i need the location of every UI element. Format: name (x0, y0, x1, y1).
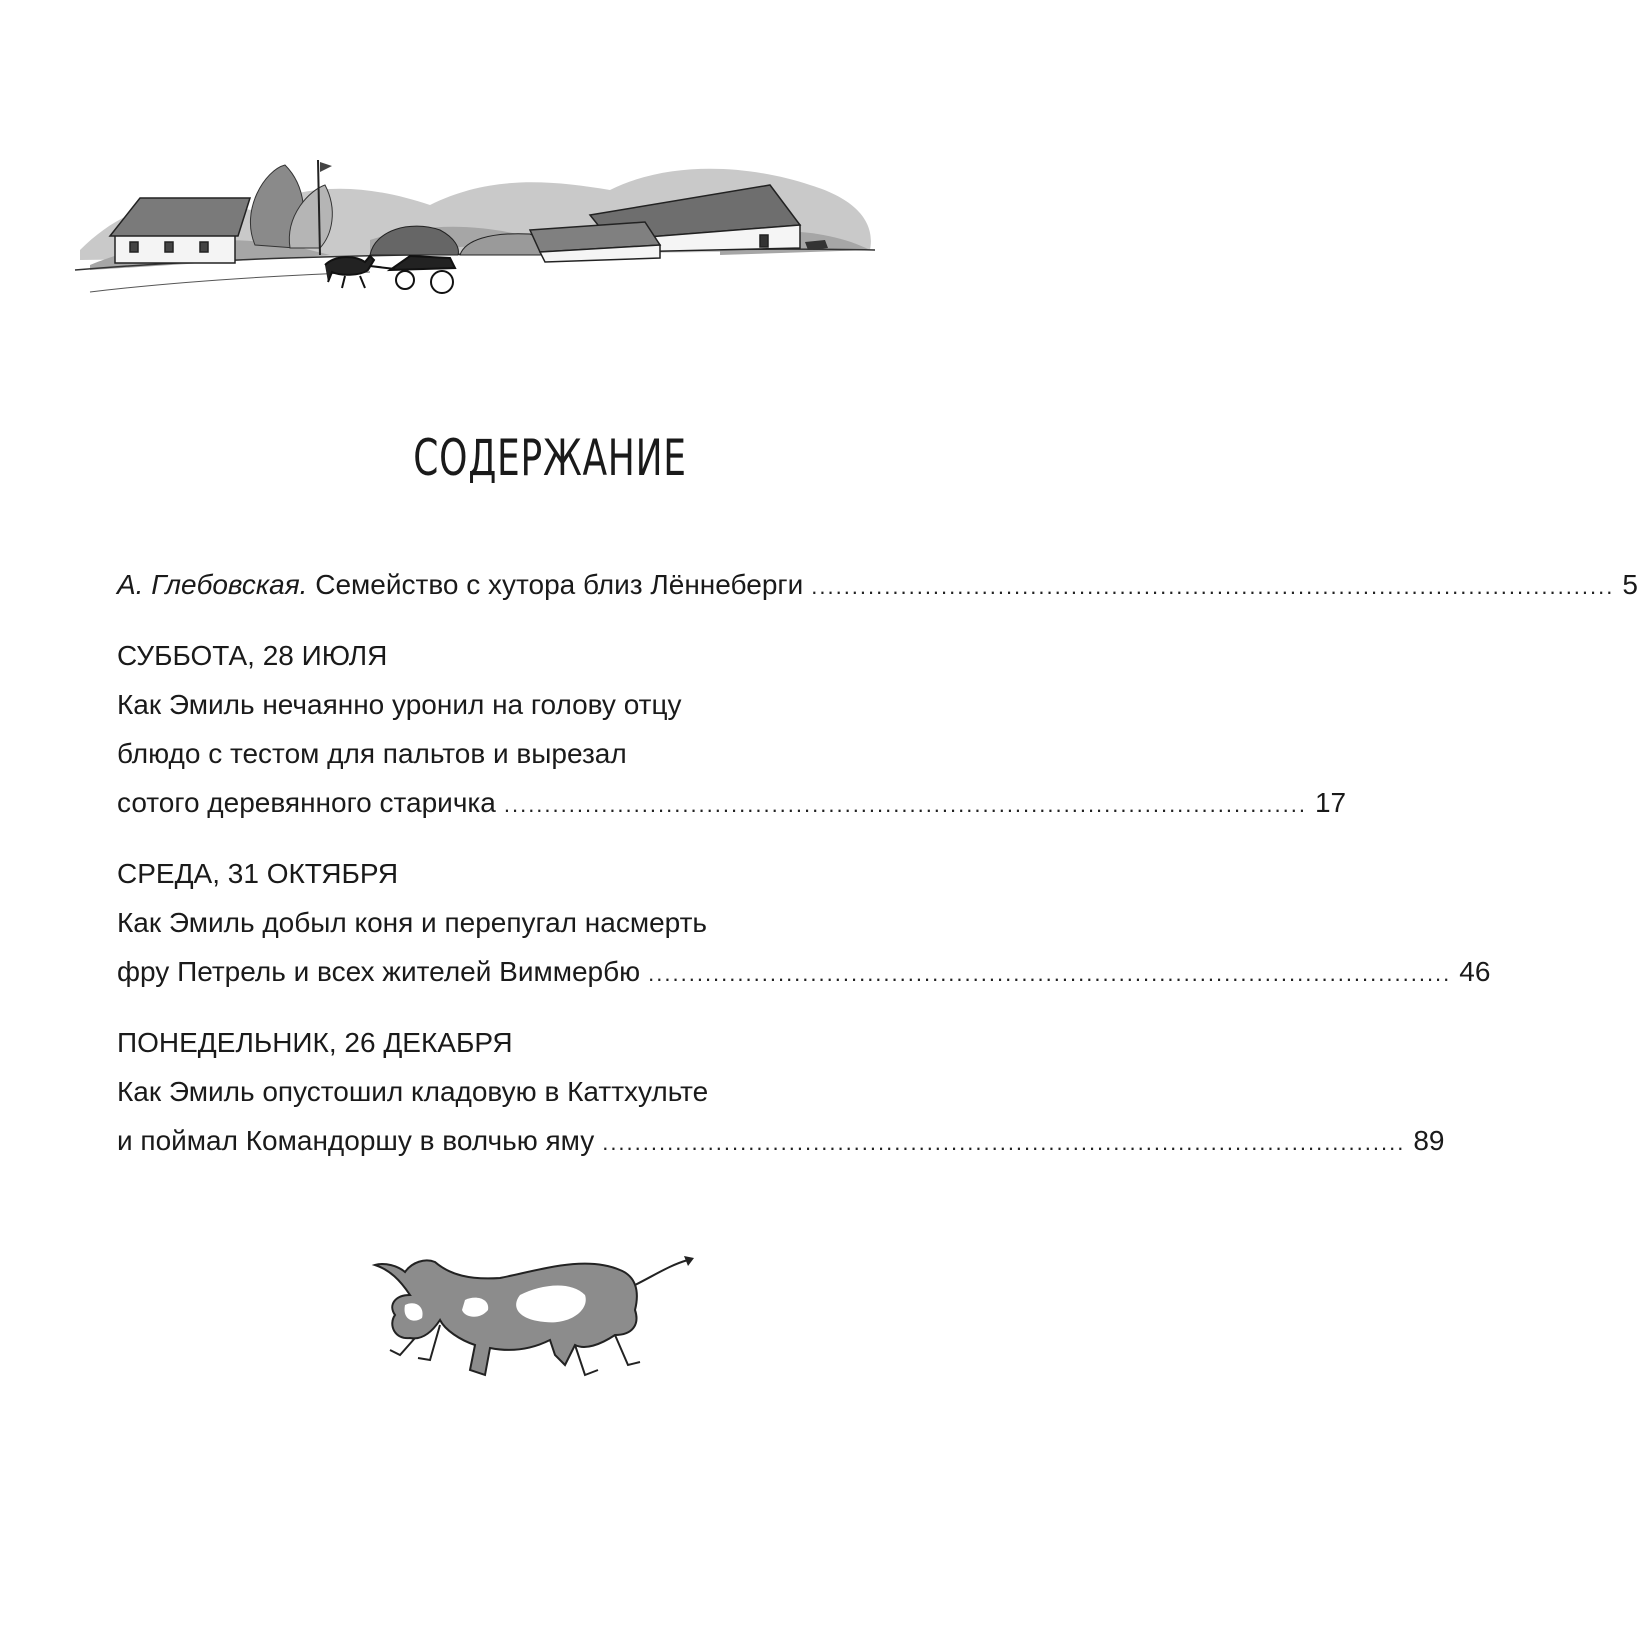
entry-line: блюдо с тестом для пальтов и вырезал (117, 738, 627, 769)
dot-leader: ................................................................................................... (602, 1130, 1406, 1155)
entry-line: Как Эмиль опустошил кладовую в Каттхульте (117, 1076, 709, 1107)
entry-last-line (117, 1116, 1445, 1165)
entry-line: Как Эмиль нечаянно уронил на голову отцу (117, 689, 682, 720)
dot-leader: ................................................................................................... (811, 574, 1615, 599)
entry-line: Как Эмиль добыл коня и перепугал насмерть (117, 907, 708, 938)
intro-title: Семейство с хутора близ Лённеберги (315, 569, 804, 600)
intro-author: А. Глебовская. (117, 569, 308, 600)
page-number: 5 (1622, 569, 1638, 600)
page-number: 17 (1314, 787, 1347, 818)
toc-intro-entry[interactable] (117, 560, 1638, 609)
toc-section[interactable] (117, 631, 1347, 827)
entry-last-line (117, 947, 1491, 996)
entry-line: сотого деревянного старичка (117, 787, 496, 818)
section-heading: СРЕДА, 31 ОКТЯБРЯ (117, 858, 399, 889)
farm-landscape-illustration (70, 130, 880, 330)
page-number: 46 (1459, 956, 1491, 987)
dot-leader: ................................................................................................... (648, 961, 1452, 986)
entry-line: и поймал Командоршу в волчью яму (117, 1125, 595, 1156)
table-of-contents (117, 560, 1638, 1165)
section-heading: ПОНЕДЕЛЬНИК, 26 ДЕКАБРЯ (117, 1027, 513, 1058)
toc-section[interactable] (117, 1018, 1445, 1165)
entry-last-line (117, 778, 1347, 827)
page-title: СОДЕРЖАНИЕ (413, 428, 687, 487)
cow-illustration (370, 1240, 700, 1400)
section-heading: СУББОТА, 28 ИЮЛЯ (117, 640, 388, 671)
toc-intro-text (117, 560, 803, 609)
page-number: 89 (1413, 1125, 1445, 1156)
dot-leader: ................................................................................................... (503, 792, 1307, 817)
entry-line: фру Петрель и всех жителей Виммербю (117, 956, 641, 987)
toc-section[interactable] (117, 849, 1491, 996)
